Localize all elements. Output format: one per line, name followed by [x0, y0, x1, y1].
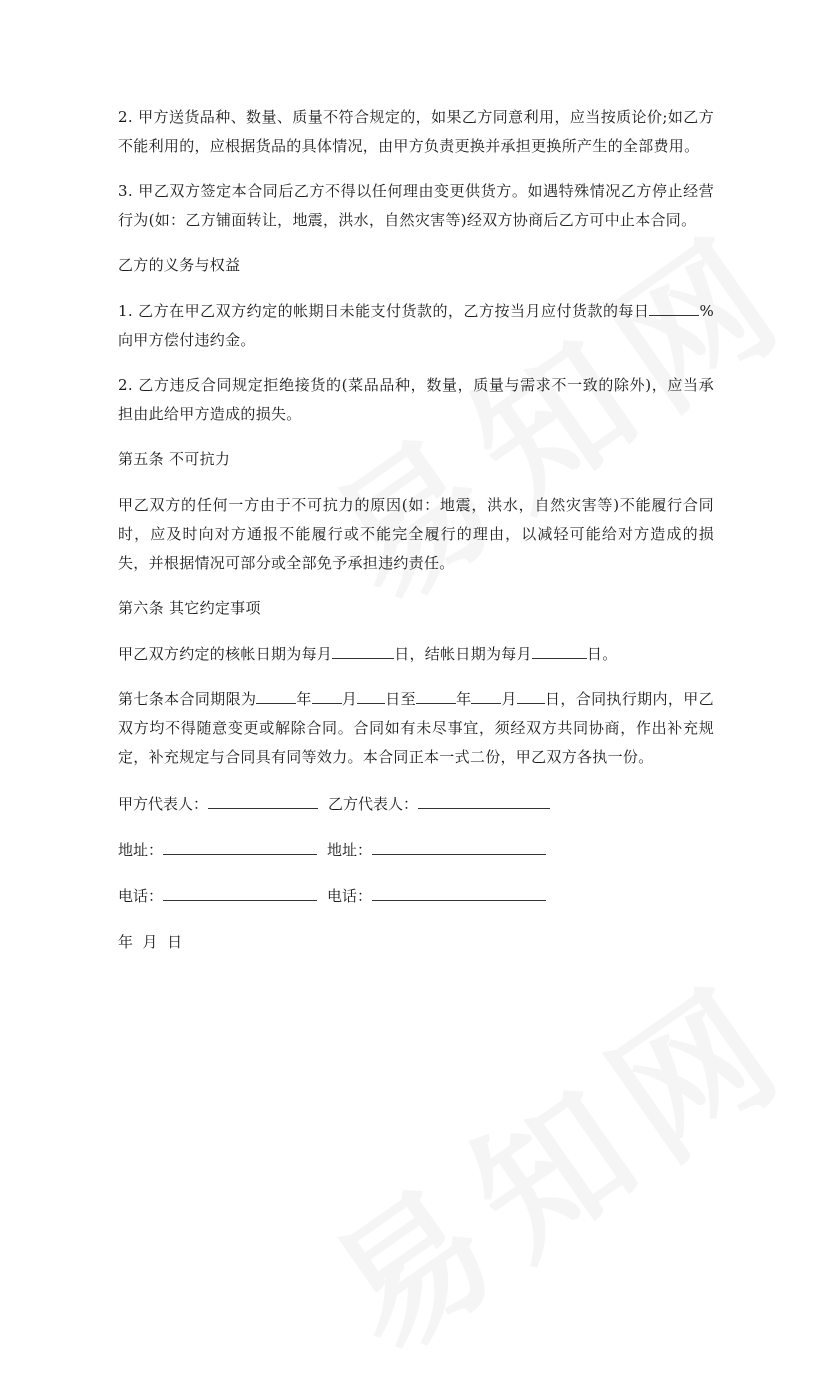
party-a-address-field[interactable] [163, 836, 317, 855]
signature-row-phone [118, 882, 714, 911]
clause-b1-text: 1. 乙方在甲乙双方约定的帐期日未能支付货款的，乙方按当月应付货款的每日 [118, 302, 650, 320]
article-7-text: 日，合同执行期内，甲乙双方均不得随意变更或解除合同。合同如有未尽事宜，须经双方共同协商，作出补充规定，补充规定与合同具有同等效力。本合同正本一式二份，甲乙双方各执一份。 [118, 690, 714, 766]
watermark [284, 923, 826, 1392]
party-b-address-label: 地址： [327, 841, 373, 859]
party-a-phone-label: 电话： [118, 887, 164, 905]
party-a-rep-label: 甲方代表人： [118, 795, 209, 813]
blank-check-day [332, 642, 394, 659]
article-7-text: 年 [296, 690, 312, 708]
party-a-address-label: 地址： [118, 841, 164, 859]
clause-b1-tail: %向甲方偿付违约金。 [118, 302, 714, 349]
section-heading-yi: 乙方的义务与权益 [118, 256, 241, 274]
article-6-text: 日。 [586, 645, 618, 663]
signature-row-representatives [118, 790, 714, 819]
signature-date: 年 月 日 [118, 933, 183, 951]
clause-a3: 3. 甲乙双方签定本合同后乙方不得以任何理由变更供货方。如遇特殊情况乙方停止经营行为(如：乙方铺面转让，地震，洪水，自然灾害等)经双方协商后乙方可中止本合同。 [118, 182, 714, 229]
article-7-body [118, 685, 714, 772]
article-5-body: 甲乙双方的任何一方由于不可抗力的原因(如：地震，洪水，自然灾害等)不能履行合同时，应及时向对方通报不能履行或不能完全履行的理由，以减轻可能给对方造成的损失，并根据情况可部分或全部免予承担违约责任。 [118, 496, 714, 572]
blank-end-year [416, 687, 456, 704]
article-6-text: 甲乙双方约定的核帐日期为每月 [118, 645, 333, 663]
party-a-rep-field[interactable] [208, 790, 318, 809]
article-7-text: 日至 [385, 690, 417, 708]
party-a-phone-field[interactable] [163, 882, 317, 901]
clause-a2: 2. 甲方送货品种、数量、质量不符合规定的，如果乙方同意利用，应当按质论价;如乙方不能利用的，应根据货品的具体情况，由甲方负责更换并承担更换所产生的全部费用。 [118, 108, 714, 155]
signature-row-address [118, 836, 714, 865]
blank-penalty-rate [649, 299, 699, 316]
party-b-rep-field[interactable] [418, 790, 550, 809]
article-5-heading: 第五条 不可抗力 [118, 450, 231, 468]
article-6-text: 日，结帐日期为每月 [394, 645, 532, 663]
party-b-address-field[interactable] [372, 836, 546, 855]
blank-end-month [471, 687, 501, 704]
party-b-rep-label: 乙方代表人： [328, 795, 419, 813]
article-6-heading: 第六条 其它约定事项 [118, 599, 261, 617]
blank-start-day [357, 687, 385, 704]
party-b-phone-field[interactable] [372, 882, 546, 901]
article-6-body [118, 640, 714, 669]
blank-start-year [256, 687, 296, 704]
clause-b2: 2. 乙方违反合同规定拒绝接货的(菜品品种，数量，质量与需求不一致的除外)，应当承担由此给甲方造成的损失。 [118, 376, 714, 423]
party-b-phone-label: 电话： [327, 887, 373, 905]
blank-end-day [517, 687, 545, 704]
clause-b1 [118, 297, 714, 355]
article-7-text: 月 [501, 690, 517, 708]
blank-settle-day [532, 642, 587, 659]
article-7-text: 第七条本合同期限为 [118, 690, 257, 708]
article-7-text: 年 [456, 690, 472, 708]
contract-body [118, 103, 714, 974]
blank-start-month [312, 687, 342, 704]
article-7-text: 月 [341, 690, 358, 708]
